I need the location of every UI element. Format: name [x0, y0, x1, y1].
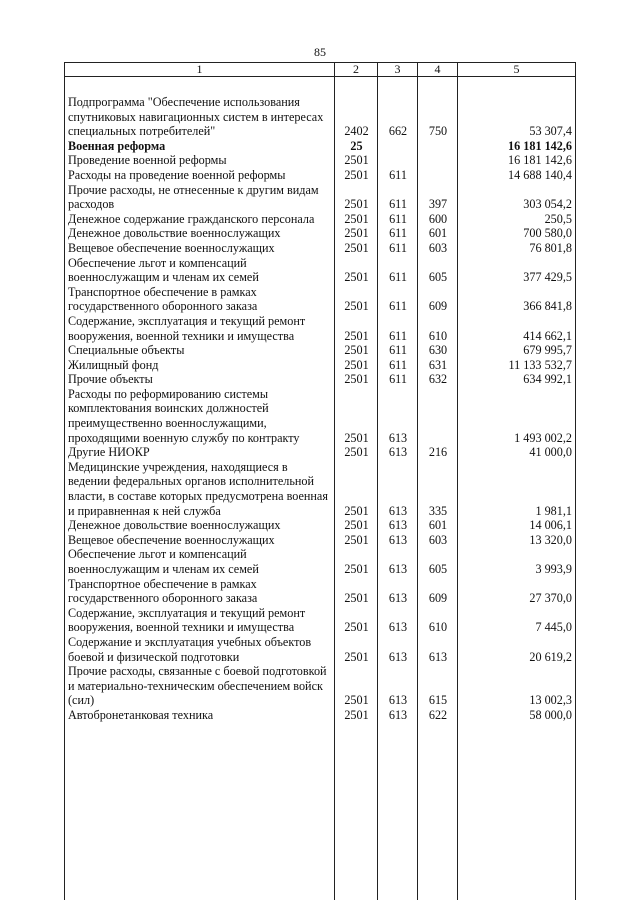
row-name: Проведение военной реформы — [68, 153, 227, 168]
row-subcode: 613 — [388, 445, 408, 460]
row-type: 630 — [428, 343, 448, 358]
table-row — [65, 606, 577, 635]
table-row — [65, 708, 577, 723]
table-row — [65, 372, 577, 387]
row-subcode: 611 — [389, 357, 407, 372]
row-type: 216 — [428, 445, 448, 460]
row-amount: 14 006,1 — [529, 518, 572, 533]
row-name: Расходы на проведение военной реформы — [68, 167, 286, 182]
table-row — [65, 212, 577, 227]
row-type: 613 — [428, 649, 448, 664]
row-subcode: 613 — [388, 430, 408, 445]
table-body — [64, 77, 576, 900]
row-amount: 16 181 142,6 — [508, 153, 572, 168]
table-row — [65, 445, 577, 460]
table-row — [65, 547, 577, 576]
row-amount: 1 493 002,2 — [514, 430, 572, 445]
row-amount: 11 133 532,7 — [508, 357, 572, 372]
row-type: 750 — [428, 124, 448, 139]
row-amount: 250,5 — [544, 211, 572, 226]
row-type: 601 — [428, 518, 448, 533]
row-code: 2501 — [344, 240, 369, 255]
row-code: 2501 — [344, 328, 369, 343]
row-name: Денежное содержание гражданского персонала — [68, 211, 315, 226]
table-row — [65, 153, 577, 168]
table-row — [65, 168, 577, 183]
row-name: Жилищный фонд — [68, 357, 159, 372]
table-rows — [65, 95, 577, 723]
row-code: 2501 — [344, 211, 369, 226]
row-name: Транспортное обеспечение в рамках государственного оборонного заказа — [68, 284, 258, 314]
row-type: 603 — [428, 240, 448, 255]
row-type: 610 — [428, 620, 448, 635]
row-amount: 27 370,0 — [529, 591, 572, 606]
row-amount: 303 054,2 — [523, 197, 572, 212]
row-type: 622 — [428, 707, 448, 722]
row-subcode: 613 — [388, 591, 408, 606]
row-code: 25 — [350, 138, 363, 153]
row-subcode: 662 — [388, 124, 408, 139]
header-col-2: 2 — [335, 63, 378, 76]
row-code: 2501 — [344, 430, 369, 445]
row-subcode: 611 — [389, 240, 407, 255]
row-code: 2501 — [344, 445, 369, 460]
row-code: 2501 — [344, 591, 369, 606]
row-subcode: 611 — [389, 226, 407, 241]
row-name: Содержание, эксплуатация и текущий ремонт вооружения, военной техники и имущества — [68, 605, 306, 635]
row-subcode: 613 — [388, 503, 408, 518]
header-col-1: 1 — [65, 63, 335, 76]
table-row — [65, 139, 577, 154]
row-subcode: 611 — [389, 167, 407, 182]
row-subcode: 611 — [389, 211, 407, 226]
row-amount: 634 992,1 — [523, 372, 572, 387]
table-header — [64, 62, 576, 77]
row-code: 2501 — [344, 649, 369, 664]
row-amount: 14 688 140,4 — [508, 167, 572, 182]
row-amount: 366 841,8 — [523, 299, 572, 314]
table-row — [65, 241, 577, 256]
row-code: 2501 — [344, 620, 369, 635]
row-name: Вещевое обеспечение военнослужащих — [68, 532, 275, 547]
table-row — [65, 664, 577, 708]
row-name: Прочие расходы, связанные с боевой подготовкой и материально-техническим обеспечением войск (сил) — [68, 664, 327, 708]
row-name: Обеспечение льгот и компенсаций военнослужащим и членам их семей — [68, 547, 259, 576]
row-code: 2501 — [344, 299, 369, 314]
row-type: 615 — [428, 693, 448, 708]
row-amount: 58 000,0 — [529, 707, 572, 722]
row-code: 2402 — [344, 124, 369, 139]
row-amount: 1 981,1 — [535, 503, 572, 518]
row-subcode: 613 — [388, 562, 408, 576]
row-subcode: 613 — [388, 693, 408, 708]
row-type: 609 — [428, 591, 448, 606]
row-amount: 76 801,8 — [529, 240, 572, 255]
row-name: Транспортное обеспечение в рамках государственного оборонного заказа — [68, 576, 258, 606]
row-name: Автобронетанковая техника — [68, 707, 214, 722]
row-amount: 41 000,0 — [529, 445, 572, 460]
row-name: Военная реформа — [68, 138, 166, 153]
row-amount: 377 429,5 — [523, 270, 572, 285]
row-type: 632 — [428, 372, 448, 387]
row-code: 2501 — [344, 372, 369, 387]
row-type: 397 — [428, 197, 448, 212]
row-name: Вещевое обеспечение военнослужащих — [68, 240, 275, 255]
row-code: 2501 — [344, 562, 369, 576]
table-row — [65, 256, 577, 285]
row-type: 603 — [428, 532, 448, 547]
row-name: Специальные объекты — [68, 343, 185, 358]
row-name: Прочие объекты — [68, 372, 153, 387]
row-name: Подпрограмма "Обеспечение использования спутниковых навигационных систем в интересах специальных потребителей" — [68, 95, 324, 139]
row-subcode: 611 — [389, 343, 407, 358]
table-row — [65, 183, 577, 212]
row-amount: 3 993,9 — [535, 562, 572, 576]
row-subcode: 611 — [389, 197, 407, 212]
row-type: 335 — [428, 503, 448, 518]
row-name: Содержание и эксплуатация учебных объектов боевой и физической подготовки — [68, 634, 312, 664]
row-code: 2501 — [344, 518, 369, 533]
row-name: Медицинские учреждения, находящиеся в ведении федеральных органов исполнительной власти, в составе которых предусмотрена военная и приравненная к ней служба — [68, 459, 328, 518]
row-subcode: 611 — [389, 328, 407, 343]
row-code: 2501 — [344, 153, 369, 168]
row-name: Расходы по реформированию системы комплектования воинских должностей преимущественно военнослужащими, проходящими военную службу по контракту — [68, 386, 300, 445]
row-subcode: 611 — [389, 270, 407, 285]
row-name: Обеспечение льгот и компенсаций военнослужащим и членам их семей — [68, 255, 259, 285]
table-row — [65, 343, 577, 358]
row-type: 600 — [428, 211, 448, 226]
row-amount: 13 320,0 — [529, 532, 572, 547]
row-type: 610 — [428, 328, 448, 343]
row-name: Денежное довольствие военнослужащих — [68, 226, 281, 241]
row-type: 605 — [428, 270, 448, 285]
row-amount: 13 002,3 — [529, 693, 572, 708]
row-code: 2501 — [344, 693, 369, 708]
row-type: 631 — [428, 357, 448, 372]
table-row — [65, 460, 577, 518]
row-code: 2501 — [344, 270, 369, 285]
row-code: 2501 — [344, 357, 369, 372]
table-row — [65, 226, 577, 241]
row-subcode: 613 — [388, 707, 408, 722]
row-name: Прочие расходы, не отнесенные к другим видам расходов — [68, 182, 319, 212]
table-row — [65, 358, 577, 373]
row-type: 609 — [428, 299, 448, 314]
table-row — [65, 387, 577, 445]
row-amount: 700 580,0 — [523, 226, 572, 241]
row-subcode: 613 — [388, 620, 408, 635]
row-subcode: 611 — [389, 372, 407, 387]
table-row — [65, 518, 577, 533]
row-code: 2501 — [344, 503, 369, 518]
row-subcode: 613 — [388, 518, 408, 533]
table-row — [65, 635, 577, 664]
header-col-3: 3 — [378, 63, 418, 76]
row-amount: 20 619,2 — [529, 649, 572, 664]
row-code: 2501 — [344, 197, 369, 212]
row-code: 2501 — [344, 707, 369, 722]
table-row — [65, 314, 577, 343]
row-code: 2501 — [344, 167, 369, 182]
table-row — [65, 577, 577, 606]
row-amount: 679 995,7 — [523, 343, 572, 358]
row-subcode: 611 — [389, 299, 407, 314]
page-number: 85 — [314, 45, 326, 59]
row-type: 601 — [428, 226, 448, 241]
row-amount: 414 662,1 — [523, 328, 572, 343]
row-name: Другие НИОКР — [68, 445, 150, 460]
table-row — [65, 533, 577, 548]
row-code: 2501 — [344, 226, 369, 241]
row-amount: 16 181 142,6 — [508, 138, 572, 153]
header-col-5: 5 — [513, 62, 520, 76]
row-amount: 7 445,0 — [535, 620, 572, 635]
row-type: 605 — [428, 562, 448, 576]
table-row — [65, 285, 577, 314]
header-col-4: 4 — [418, 63, 458, 76]
row-subcode: 613 — [388, 649, 408, 664]
row-code: 2501 — [344, 343, 369, 358]
row-subcode: 613 — [388, 532, 408, 547]
row-amount: 53 307,4 — [529, 124, 572, 139]
row-name: Содержание, эксплуатация и текущий ремонт вооружения, военной техники и имущества — [68, 313, 306, 343]
row-name: Денежное довольствие военнослужащих — [68, 518, 281, 533]
table-row — [65, 95, 577, 139]
row-code: 2501 — [344, 532, 369, 547]
